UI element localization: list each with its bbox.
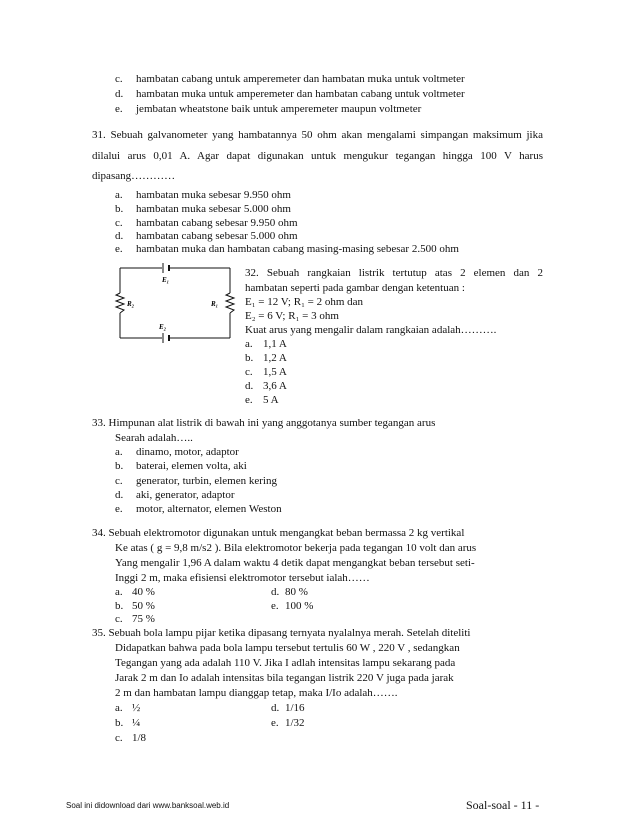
q34-line-2: Ke atas ( g = 9,8 m/s2 ). Bila elektromotor bekerja pada tegangan 10 volt dan arus [115, 542, 477, 554]
q32-option-c-text: 1,5 A [263, 366, 287, 378]
q33-line-1: 33. Himpunan alat listrik di bawah ini yang anggotanya sumber tegangan arus [92, 417, 436, 429]
q30-option-e-letter: e. [115, 103, 123, 115]
circuit-diagram [110, 260, 242, 350]
q34-option-c-text: 75 % [132, 613, 155, 625]
q35-option-d-text: 1/16 [285, 702, 305, 714]
q31-line-2: dilalui arus 0,01 A. Agar dapat digunakan untuk mengukur tegangan hingga 100 V harus [92, 150, 543, 162]
q32-option-e-text: 5 A [263, 394, 279, 406]
q32-line-3: E₁ = 12 V; R₁ = 2 ohm dan [245, 296, 364, 308]
q33-option-b-text: baterai, elemen volta, aki [136, 460, 247, 472]
q30-option-e-text: jembatan wheatstone baik untuk amperemeter maupun voltmeter [136, 103, 422, 115]
q31-option-e-text: hambatan muka dan hambatan cabang masing-masing sebesar 2.500 ohm [136, 243, 459, 255]
q32-option-e-letter: e. [245, 394, 253, 406]
q32-option-b-text: 1,2 A [263, 352, 287, 364]
q33-option-a-text: dinamo, motor, adaptor [136, 446, 239, 458]
resistor-r2 [116, 293, 124, 313]
q34-option-d-text: 80 % [285, 586, 308, 598]
q31-option-a-letter: a. [115, 189, 123, 201]
q33-option-e-text: motor, alternator, elemen Weston [136, 503, 282, 515]
q33-option-b-letter: b. [115, 460, 124, 472]
q33-option-c-letter: c. [115, 475, 123, 487]
q31-line-1: 31. Sebuah galvanometer yang hambatannya 50 ohm akan mengalami simpangan maksimum jika [92, 129, 543, 141]
q33-option-e-letter: e. [115, 503, 123, 515]
q34-option-d-letter: d. [271, 586, 280, 598]
q35-option-c-letter: c. [115, 732, 123, 744]
q35-option-b-text: ¼ [132, 717, 141, 729]
q33-option-d-letter: d. [115, 489, 124, 501]
q35-line-5: 2 m dan hambatan lampu dianggap tetap, maka I/Io adalah……. [115, 687, 398, 699]
q35-line-3: Tegangan yang ada adalah 110 V. Jika I adlah intensitas lampu sekarang pada [115, 657, 456, 669]
q35-option-e-letter: e. [271, 717, 279, 729]
q32-option-a-text: 1,1 A [263, 338, 287, 350]
q34-option-a-text: 40 % [132, 586, 155, 598]
q32-option-d-letter: d. [245, 380, 254, 392]
q31-option-a-text: hambatan muka sebesar 9.950 ohm [136, 189, 291, 201]
q31-option-b-text: hambatan muka sebesar 5.000 ohm [136, 203, 291, 215]
q35-line-2: Didapatkan bahwa pada bola lampu tersebut tertulis 60 W , 220 V , sedangkan [115, 642, 460, 654]
footer-source: Soal ini didownload dari www.banksoal.web.id [66, 801, 230, 810]
q32-line-4: E₂ = 6 V; R₁ = 3 ohm [245, 310, 339, 322]
q34-line-1: 34. Sebuah elektromotor digunakan untuk mengangkat beban bermassa 2 kg vertikal [92, 527, 465, 539]
q30-option-c-letter: c. [115, 73, 123, 85]
q31-option-c-text: hambatan cabang sebesar 9.950 ohm [136, 217, 298, 229]
resistor-r1 [226, 293, 234, 313]
q34-option-a-letter: a. [115, 586, 123, 598]
q35-option-e-text: 1/32 [285, 717, 305, 729]
q30-option-d-text: hambatan muka untuk amperemeter dan hambatan cabang untuk voltmeter [136, 88, 465, 100]
q30-option-c-text: hambatan cabang untuk amperemeter dan hambatan muka untuk voltmeter [136, 73, 465, 85]
q35-option-a-letter: a. [115, 702, 123, 714]
q30-option-d-letter: d. [115, 88, 124, 100]
q33-option-a-letter: a. [115, 446, 123, 458]
q32-line-2: hambatan seperti pada gambar dengan ketentuan : [245, 282, 465, 294]
q35-option-b-letter: b. [115, 717, 124, 729]
q34-option-b-text: 50 % [132, 600, 155, 612]
q32-option-d-text: 3,6 A [263, 380, 287, 392]
q35-option-d-letter: d. [271, 702, 280, 714]
q31-option-d-letter: d. [115, 230, 124, 242]
q34-option-b-letter: b. [115, 600, 124, 612]
q33-option-c-text: generator, turbin, elemen kering [136, 475, 277, 487]
q34-line-4: Inggi 2 m, maka efisiensi elektromotor tersebut ialah…… [115, 572, 370, 584]
q34-option-c-letter: c. [115, 613, 123, 625]
label-e2: E₂ [159, 323, 167, 331]
q32-option-a-letter: a. [245, 338, 253, 350]
q34-option-e-text: 100 % [285, 600, 314, 612]
q34-line-3: Yang mengalir 1,96 A dalam waktu 4 detik dapat mengangkat beban tersebut seti- [115, 557, 475, 569]
q35-line-4: Jarak 2 m dan Io adalah intensitas bila tegangan listrik 220 V juga pada jarak [115, 672, 454, 684]
q31-option-b-letter: b. [115, 203, 124, 215]
q33-line-2: Searah adalah….. [115, 432, 193, 444]
q33-option-d-text: aki, generator, adaptor [136, 489, 235, 501]
label-e1: E₁ [162, 276, 170, 284]
q31-option-e-letter: e. [115, 243, 123, 255]
q35-option-a-text: ½ [132, 702, 141, 714]
label-r1: R₁ [211, 300, 219, 308]
q32-option-c-letter: c. [245, 366, 253, 378]
q34-option-e-letter: e. [271, 600, 279, 612]
label-r2: R₂ [127, 300, 135, 308]
q31-line-3: dipasang………… [92, 170, 176, 182]
q32-option-b-letter: b. [245, 352, 254, 364]
footer-page-number: Soal-soal - 11 - [466, 798, 540, 812]
q35-option-c-text: 1/8 [132, 732, 147, 744]
q31-option-c-letter: c. [115, 217, 123, 229]
q31-option-d-text: hambatan cabang sebesar 5.000 ohm [136, 230, 298, 242]
q35-line-1: 35. Sebuah bola lampu pijar ketika dipasang ternyata nyalalnya merah. Setelah diteliti [92, 627, 471, 639]
q32-line-1: 32. Sebuah rangkaian listrik tertutup atas 2 elemen dan 2 [245, 267, 543, 279]
q32-line-5: Kuat arus yang mengalir dalam rangkaian adalah………. [245, 324, 497, 336]
